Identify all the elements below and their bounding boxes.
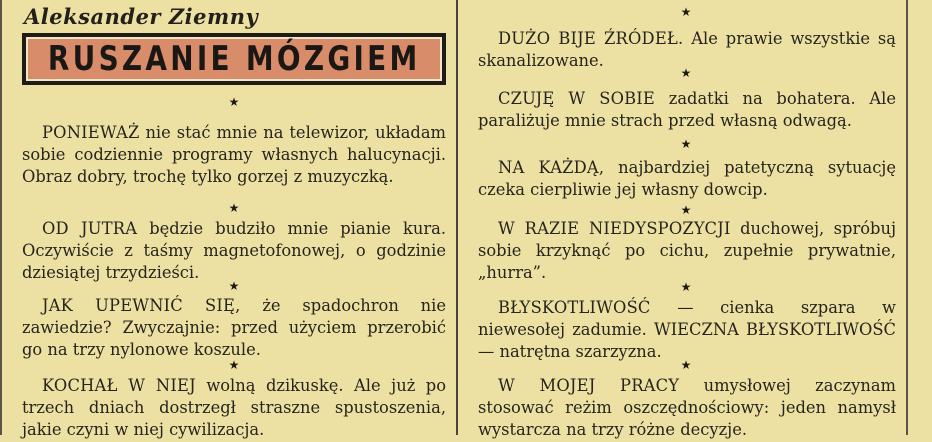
aphorism-text: będzie budziło mnie pianie kura. Oczywiście z taśmy magnetofonowej, o godzinie dziesiątej trzydzieści. — [22, 219, 446, 283]
aphorism-lead: PONIEWAŻ — [42, 123, 140, 142]
aphorism-text: najbardziej patetyczną sytuację czeka cierpliwie jej własny dowcip. — [478, 158, 896, 200]
article-title: RUSZANIE MÓZGIEM — [47, 39, 421, 79]
aphorism-lead: BŁYSKOTLIWOŚĆ — [498, 298, 651, 317]
right-column-rule — [906, 0, 908, 435]
aphorism-text: Ale prawie wszystkie są skanalizowane. — [478, 29, 896, 71]
aphorism-paragraph — [478, 297, 896, 364]
aphorism-paragraph — [22, 122, 446, 189]
aphorism-lead: W RAZIE NIEDYSPOZYCJI — [498, 219, 731, 238]
separator-star: ★ — [228, 358, 240, 372]
aphorism-lead: JAK UPEWNIĆ SIĘ, — [42, 296, 241, 315]
aphorism-paragraph — [478, 375, 896, 442]
left-column-rule — [0, 0, 2, 435]
aphorism-text: wolną dzikuskę. Ale już po trzech dniach dostrzegł straszne spustoszenia, jakie czyni w niej cywilizacja. — [22, 376, 446, 440]
aphorism-text: duchowej, spróbuj sobie krzyknąć po cichu, zupełnie prywatnie, „hurra”. — [478, 219, 896, 283]
separator-star: ★ — [680, 5, 692, 19]
aphorism-paragraph — [22, 295, 446, 362]
aphorism-paragraph — [478, 218, 896, 285]
aphorism-paragraph — [478, 88, 896, 132]
aphorism-paragraph — [22, 375, 446, 442]
aphorism-lead: DUŻO BIJE ŹRÓDEŁ. — [498, 29, 684, 48]
separator-star: ★ — [228, 201, 240, 215]
aphorism-lead: OD JUTRA — [42, 219, 138, 238]
separator-star: ★ — [680, 137, 692, 151]
aphorism-text: że spadochron nie zawiedzie? Zwyczajnie: przed użyciem przerobić go na trzy nylonowe koszule. — [22, 296, 447, 360]
aphorism-paragraph — [22, 218, 446, 285]
title-banner-inner — [26, 37, 442, 81]
aphorism-lead: W MOJEJ PRACY — [498, 376, 680, 395]
separator-star: ★ — [680, 66, 692, 80]
aphorism-text: umysłowej zaczynam stosować reżim oszczędnościowy: jeden namysł wystarcza na trzy różne decyzje. — [478, 376, 896, 440]
separator-star: ★ — [228, 279, 240, 293]
author-byline: Aleksander Ziemny — [24, 4, 259, 29]
separator-star: ★ — [680, 203, 692, 217]
aphorism-lead: NA KAŻDĄ, — [498, 158, 605, 177]
column-divider-rule — [456, 0, 458, 435]
separator-star: ★ — [680, 280, 692, 294]
aphorism-lead: CZUJĘ W SOBIE — [498, 89, 656, 108]
aphorism-text: — cienka szpara w niewesołej zadumie. WIECZNA BŁYSKOTLIWOŚĆ — natrętna szarzyzna. — [478, 298, 896, 362]
separator-star: ★ — [680, 358, 692, 372]
title-banner — [22, 33, 446, 85]
separator-star: ★ — [228, 95, 240, 109]
aphorism-lead: KOCHAŁ W NIEJ — [42, 376, 196, 395]
aphorism-text: nie stać mnie na telewizor, układam sobie codziennie programy własnych halucynacji. Obraz dobry, trochę tylko gorzej z muzyczką. — [22, 123, 446, 187]
aphorism-text: zadatki na bohatera. Ale paraliżuje mnie strach przed własną odwagą. — [478, 89, 896, 131]
aphorism-paragraph — [478, 157, 896, 201]
